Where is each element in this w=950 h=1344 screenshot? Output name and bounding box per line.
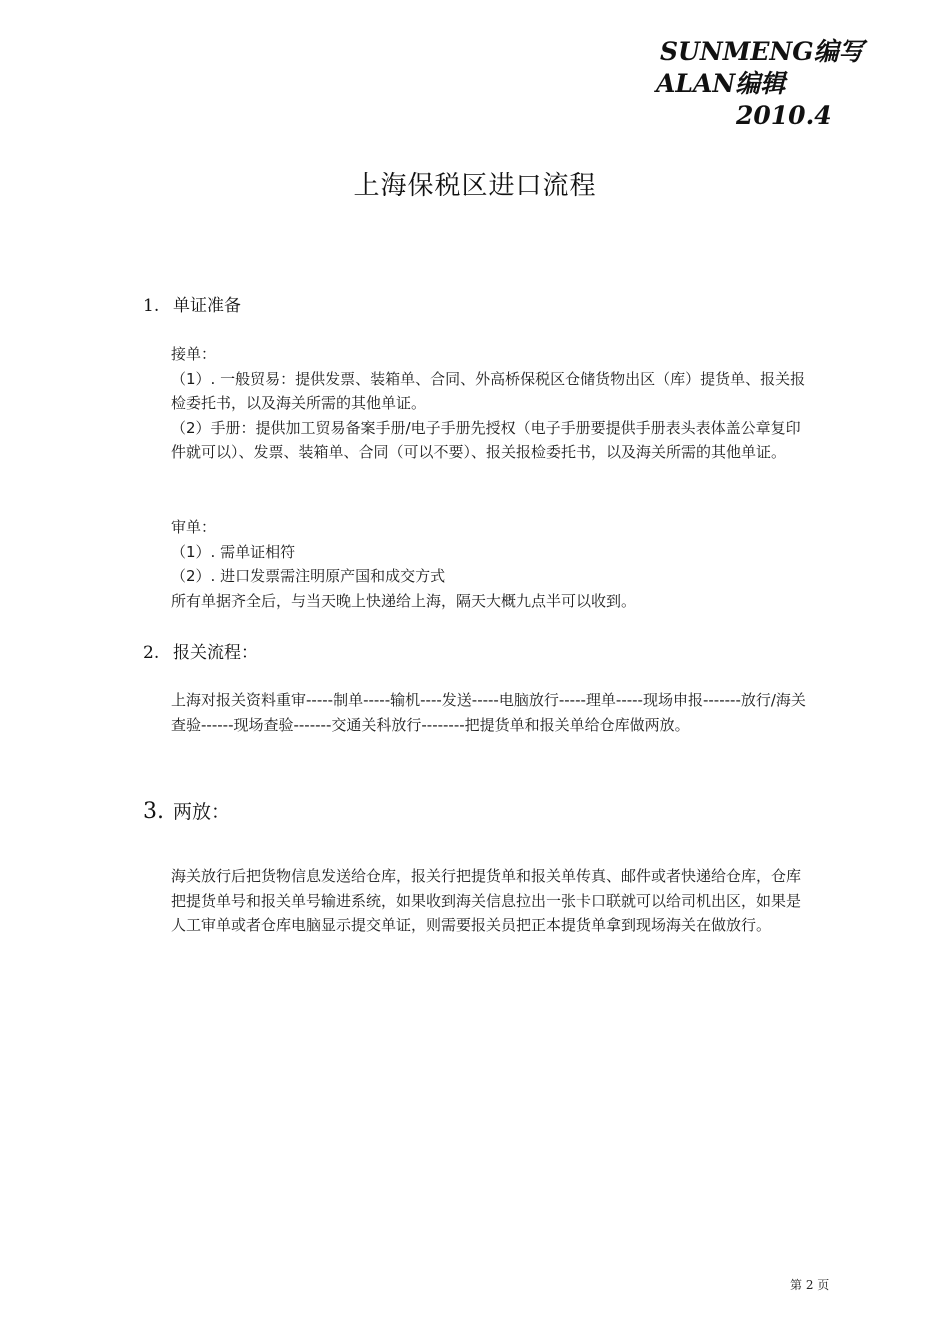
section-1-heading bbox=[143, 291, 241, 316]
review-note: 所有单据齐全后，与当天晚上快递给上海，隔天大概九点半可以收到。 bbox=[171, 591, 637, 610]
section-2-body bbox=[171, 688, 811, 737]
section-2-number: 2. bbox=[143, 643, 160, 663]
receive-item-2: （2）手册：提供加工贸易备案手册/电子手册先授权（电子手册要提供手册表头表体盖公章复印件就可以）、发票、装箱单、合同（可以不要）、报关报检委托书，以及海关所需的其他单证。 bbox=[171, 418, 801, 461]
author-writer: SUNMENG编写 bbox=[660, 37, 864, 66]
section-3-title: 两放： bbox=[173, 801, 231, 823]
review-item-2: （2）. 进口发票需注明原产国和成交方式 bbox=[171, 567, 446, 585]
author-editor: ALAN编辑 bbox=[656, 69, 786, 98]
receive-label: 接单： bbox=[171, 345, 217, 363]
section-2-heading bbox=[143, 638, 258, 663]
page-title: 上海保税区进口流程 bbox=[353, 171, 597, 201]
author-credit bbox=[656, 36, 916, 132]
section-3-heading bbox=[143, 797, 230, 824]
section-1-review bbox=[171, 515, 811, 613]
customs-flow-text: 上海对报关资料重审-----制单-----输机----发送-----电脑放行-----理单-----现场申报-------放行/海关查验------现场查验-------交通关科放行--------把提货单和报关单给仓库做两放。 bbox=[171, 691, 806, 734]
section-1-body bbox=[171, 342, 811, 465]
review-label: 审单： bbox=[171, 518, 217, 536]
review-item-1: （1）. 需单证相符 bbox=[171, 542, 296, 561]
release-text: 海关放行后把货物信息发送给仓库，报关行把提货单和报关单传真、邮件或者快递给仓库，仓库把提货单号和报关单号输进系统，如果收到海关信息拉出一张卡口联就可以给司机出区，如果是人工审单或者仓库电脑显示提交单证，则需要报关员把正本提货单拿到现场海关在做放行。 bbox=[171, 867, 802, 934]
section-2-title: 报关流程： bbox=[173, 643, 258, 663]
section-1-title: 单证准备 bbox=[173, 296, 241, 316]
section-3-body bbox=[171, 864, 811, 938]
page-number: 第 2 页 bbox=[790, 1278, 830, 1292]
receive-item-1: （1）. 一般贸易：提供发票、装箱单、合同、外高桥保税区仓储货物出区（库）提货单、报关报检委托书，以及海关所需的其他单证。 bbox=[171, 369, 806, 412]
section-1-number: 1. bbox=[143, 296, 160, 316]
author-date: 2010.4 bbox=[736, 101, 832, 130]
section-3-number: 3. bbox=[143, 799, 164, 824]
